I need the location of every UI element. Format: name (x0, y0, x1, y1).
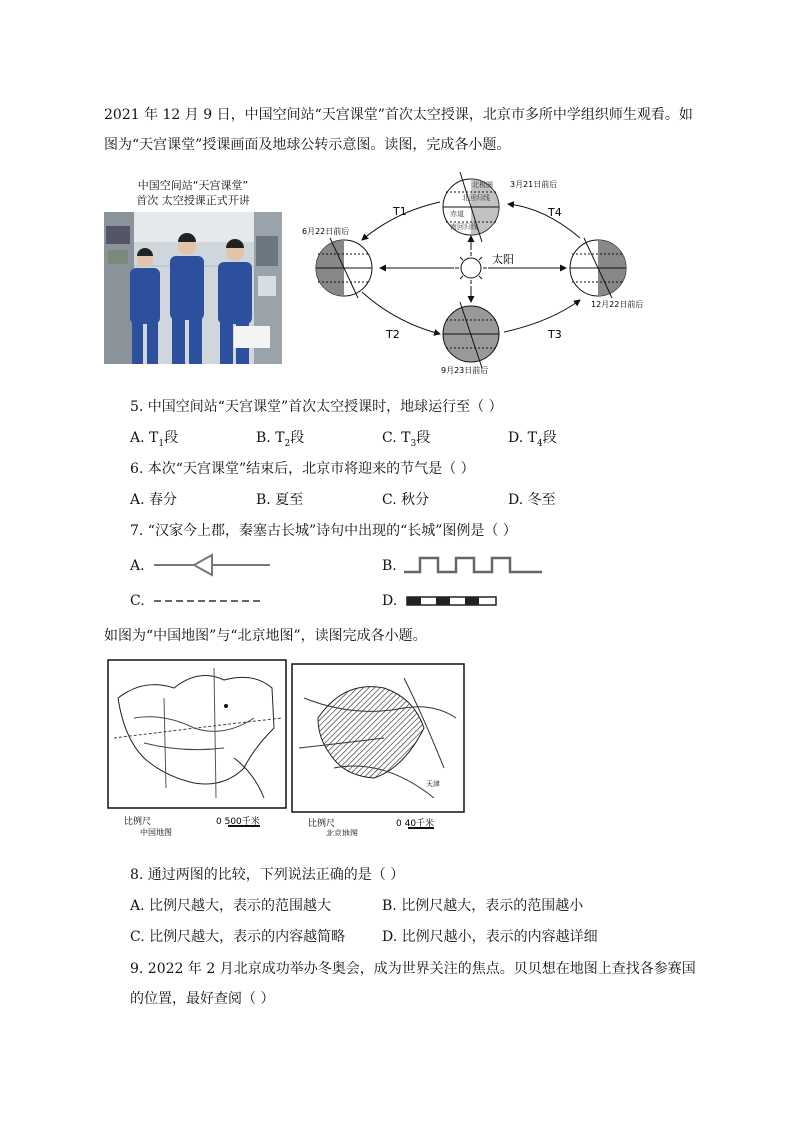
segment-label-t2: T2 (386, 328, 400, 341)
china-map (108, 660, 286, 836)
beijing-map-title: 北京地图 (326, 829, 358, 836)
photo-caption-1: 中国空间站“天宫课堂” (137, 179, 249, 192)
svg-text:南回归线: 南回归线 (450, 223, 478, 231)
question-9-stem-line-2: 的位置，最好查阅（ ） (130, 991, 275, 1007)
question-6-option-b[interactable]: B. 夏至 (256, 492, 304, 508)
date-label-march: 3月21日前后 (510, 180, 558, 189)
svg-text:北极圈: 北极圈 (472, 181, 493, 189)
date-label-december: 12月22日前后 (591, 300, 644, 309)
tiangong-classroom-photo (104, 176, 282, 364)
segment-label-t3: T3 (548, 328, 562, 341)
legend-arrow-symbol (154, 552, 272, 578)
photo-caption-2: 首次 太空授课正式开讲 (136, 194, 250, 207)
question-7-option-c[interactable]: C. (130, 593, 145, 609)
globe-march (443, 172, 499, 242)
question-5-option-b[interactable]: B. $T_2$段 (256, 430, 305, 449)
maps-figure (104, 658, 466, 836)
question-6-option-c[interactable]: C. 秋分 (382, 492, 430, 508)
china-scale-value: 0 500千米 (216, 817, 260, 827)
question-8-option-b[interactable]: B. 比例尺越大，表示的范围越小 (382, 898, 584, 914)
beijing-scale-label: 比例尺 (308, 819, 336, 829)
svg-text:赤道: 赤道 (450, 210, 464, 218)
orbit-arrow-t3 (504, 300, 580, 332)
orbit-arrow-t4 (508, 204, 580, 238)
intro-text-line-2: 图为“天宫课堂”授课画面及地球公转示意图。读图，完成各小题。 (104, 137, 511, 153)
orbit-arrow-t2 (362, 292, 440, 334)
question-5-stem: 5. 中国空间站“天宫课堂”首次太空授课时，地球运行至（ ） (130, 399, 503, 415)
earth-revolution-diagram (300, 172, 660, 377)
globe-december (570, 238, 626, 298)
question-8-stem: 8. 通过两图的比较，下列说法正确的是（ ） (130, 867, 405, 883)
segment-label-t1: T1 (393, 205, 407, 218)
question-7-stem: 7. “汉家今上郡，秦塞古长城”诗句中出现的“长城”图例是（ ） (130, 523, 517, 539)
svg-text:北回归线: 北回归线 (462, 194, 490, 202)
question-8-option-a[interactable]: A. 比例尺越大，表示的范围越大 (130, 898, 332, 914)
sun-icon (455, 252, 487, 284)
question-9-stem-line-1: 9. 2022 年 2 月北京成功举办冬奥会，成为世界关注的焦点。贝贝想在地图上查找各参赛国 (130, 961, 696, 977)
question-8-option-c[interactable]: C. 比例尺越大，表示的内容越简略 (130, 929, 346, 945)
date-label-september: 9月23日前后 (441, 366, 489, 375)
tianjin-label: 天津 (426, 780, 440, 788)
intro-text-maps: 如图为“中国地图”与“北京地图”，读图完成各小题。 (104, 628, 427, 644)
beijing-scale-value: 0 40千米 (396, 819, 435, 829)
sun-label: 太阳 (492, 253, 514, 266)
globe-june (316, 238, 372, 298)
question-8-option-d[interactable]: D. 比例尺越小，表示的内容越详细 (382, 929, 598, 945)
legend-dashed-line-symbol (154, 594, 266, 608)
question-7-option-b[interactable]: B. (382, 558, 397, 574)
question-5-option-c[interactable]: C. $T_3$段 (382, 430, 431, 449)
beijing-map (292, 664, 464, 836)
question-5-option-a[interactable]: A. $T_1$段 (130, 430, 179, 449)
china-scale-label: 比例尺 (124, 817, 152, 827)
date-label-june: 6月22日前后 (302, 227, 350, 236)
question-7-option-a[interactable]: A. (130, 558, 145, 574)
legend-crenellated-wall-symbol (404, 552, 544, 578)
question-7-option-d[interactable]: D. (382, 593, 398, 609)
question-5-option-d[interactable]: D. $T_4$段 (508, 430, 557, 449)
question-6-option-a[interactable]: A. 春分 (130, 492, 178, 508)
segment-label-t4: T4 (548, 206, 562, 219)
question-6-option-d[interactable]: D. 冬至 (508, 492, 556, 508)
china-map-title: 中国地图 (140, 828, 172, 836)
intro-text-line-1: 2021 年 12 月 9 日，中国空间站“天宫课堂”首次太空授课，北京市多所中学组织师生观看。如 (104, 107, 693, 123)
legend-railway-symbol (406, 595, 498, 607)
globe-september (443, 302, 499, 368)
question-6-stem: 6. 本次“天宫课堂”结束后，北京市将迎来的节气是（ ） (130, 461, 475, 477)
